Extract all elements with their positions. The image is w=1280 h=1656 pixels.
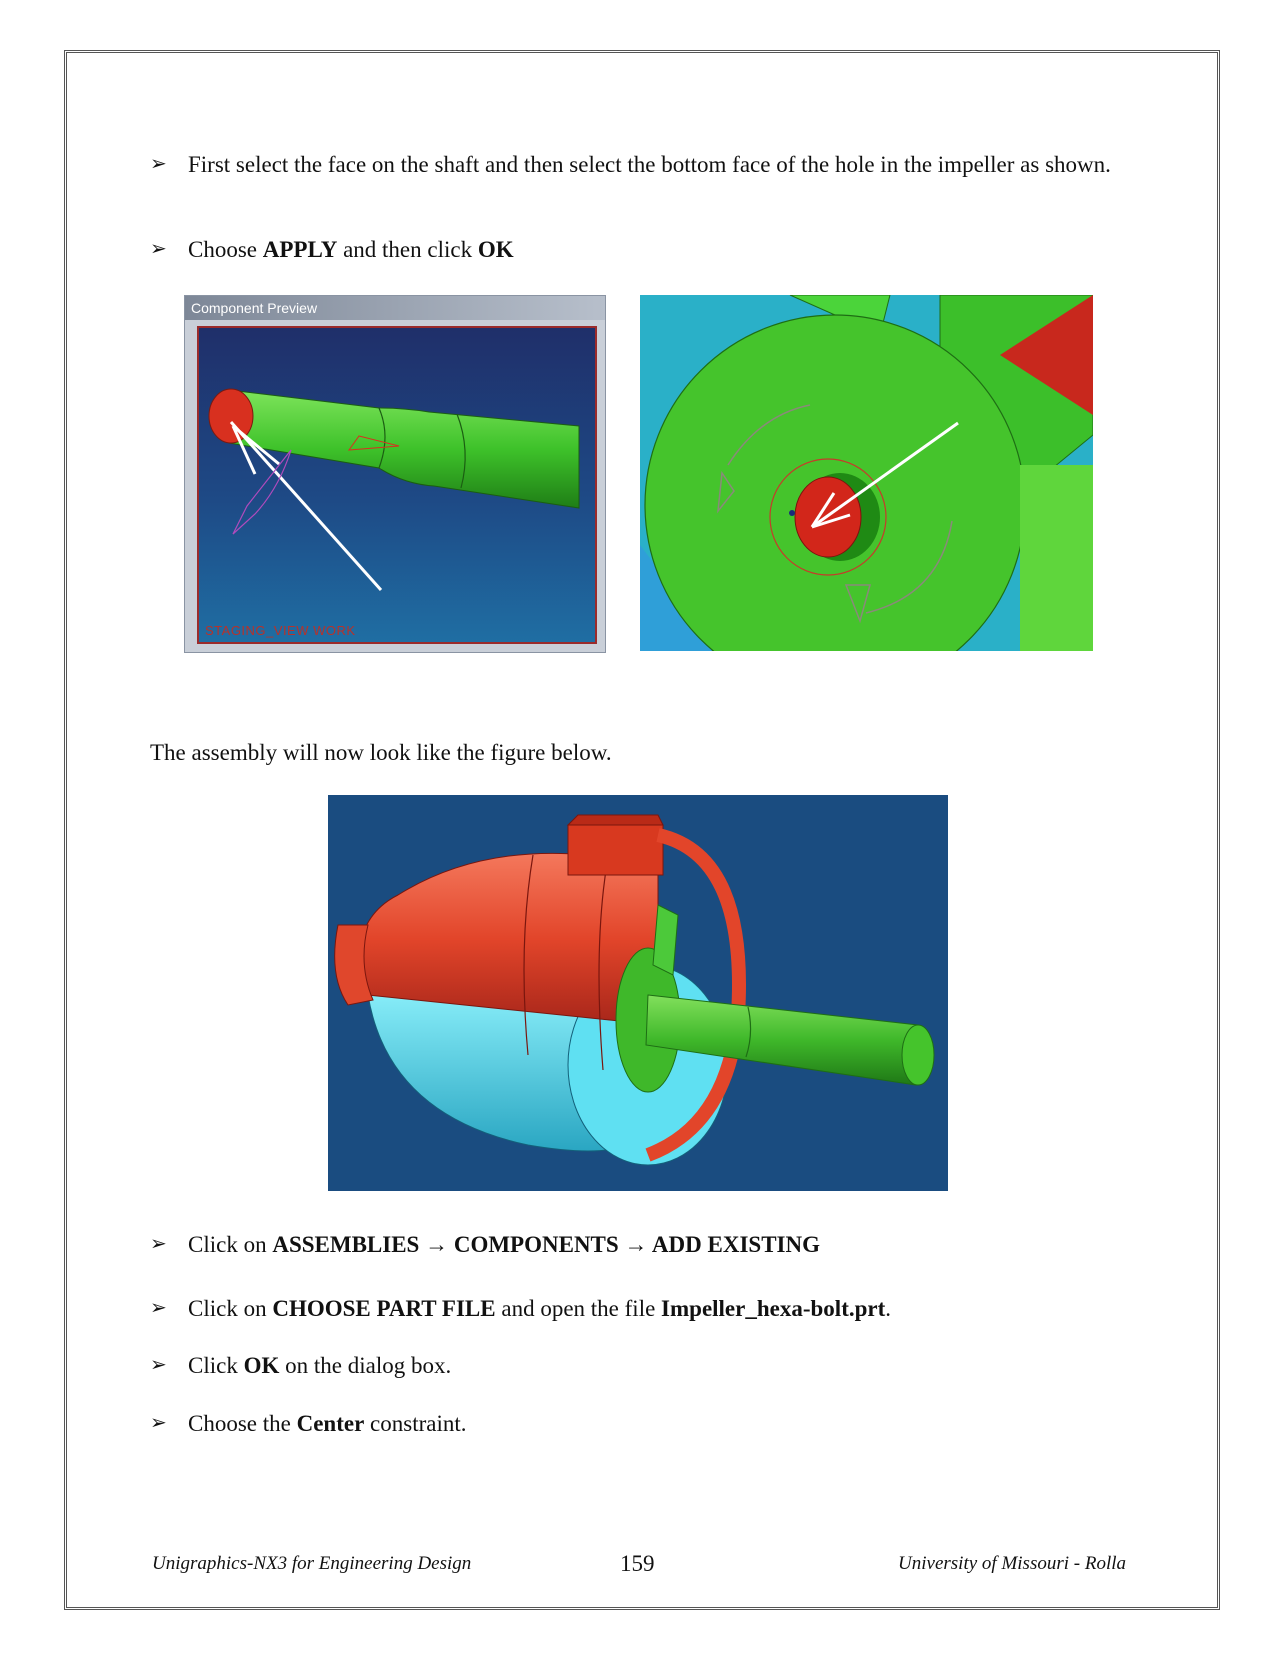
- impeller-illustration: [640, 295, 1093, 651]
- bold-text-run: Center: [296, 1411, 365, 1436]
- bullet-text: [188, 235, 1130, 264]
- bullet-text: [188, 1294, 1130, 1323]
- bullet-text: [188, 1409, 1130, 1438]
- arrowhead-bullet-icon: ➢: [150, 1233, 167, 1255]
- bullet-text: [188, 150, 1130, 179]
- text-run: and then click: [337, 237, 478, 262]
- bold-text-run: Impeller_hexa-bolt.prt: [661, 1296, 886, 1321]
- bullet-item: [150, 1230, 1130, 1259]
- text-run: Choose the: [188, 1411, 297, 1436]
- text-run: Click on: [188, 1296, 273, 1321]
- preview-viewport: [197, 326, 597, 644]
- text-run: and open the file: [495, 1296, 662, 1321]
- bullet-item: [150, 1294, 1130, 1323]
- arrowhead-bullet-icon: ➢: [150, 1412, 167, 1434]
- bullet-item: [150, 150, 1130, 179]
- arrowhead-bullet-icon: ➢: [150, 153, 167, 175]
- viewport-label: STAGING_VIEW WORK: [205, 623, 356, 638]
- shaft-illustration: [199, 328, 595, 642]
- arrowhead-bullet-icon: ➢: [150, 238, 167, 260]
- text-run: constraint.: [364, 1411, 467, 1436]
- bold-text-run: OK: [477, 237, 514, 262]
- bullet-item: [150, 1409, 1130, 1438]
- arrowhead-bullet-icon: ➢: [150, 1354, 167, 1376]
- text-run: .: [885, 1296, 892, 1321]
- bullet-item: [150, 1351, 1130, 1380]
- bullet-item: [150, 235, 1130, 264]
- component-preview-figure: [184, 295, 606, 653]
- arrowhead-bullet-icon: ➢: [150, 1297, 167, 1319]
- footer-book-title: Unigraphics-NX3 for Engineering Design: [152, 1553, 472, 1574]
- assembly-figure: [328, 795, 948, 1191]
- bold-text-run: APPLY: [262, 237, 338, 262]
- text-run: Choose: [188, 237, 263, 262]
- bullet-text: [188, 1351, 1130, 1380]
- preview-window-title: Component Preview: [185, 296, 605, 320]
- bold-text-run: CHOOSE PART FILE: [272, 1296, 496, 1321]
- bold-text-run: OK: [243, 1353, 280, 1378]
- text-run: First select the face on the shaft and then select the bottom face of the hole in the impeller as shown.: [188, 152, 1111, 177]
- page-number: 159: [620, 1551, 655, 1576]
- bold-text-run: ASSEMBLIES → COMPONENTS → ADD EXISTING: [272, 1232, 820, 1257]
- text-run: Click on: [188, 1232, 273, 1257]
- footer-university: University of Missouri - Rolla: [898, 1553, 1126, 1574]
- text-run: on the dialog box.: [279, 1353, 452, 1378]
- bullet-text: [188, 1230, 1130, 1259]
- text-run: Click: [188, 1353, 244, 1378]
- impeller-hole-figure: [640, 295, 1093, 651]
- assembly-illustration: [328, 795, 948, 1191]
- assembly-description: The assembly will now look like the figure below.: [150, 740, 612, 765]
